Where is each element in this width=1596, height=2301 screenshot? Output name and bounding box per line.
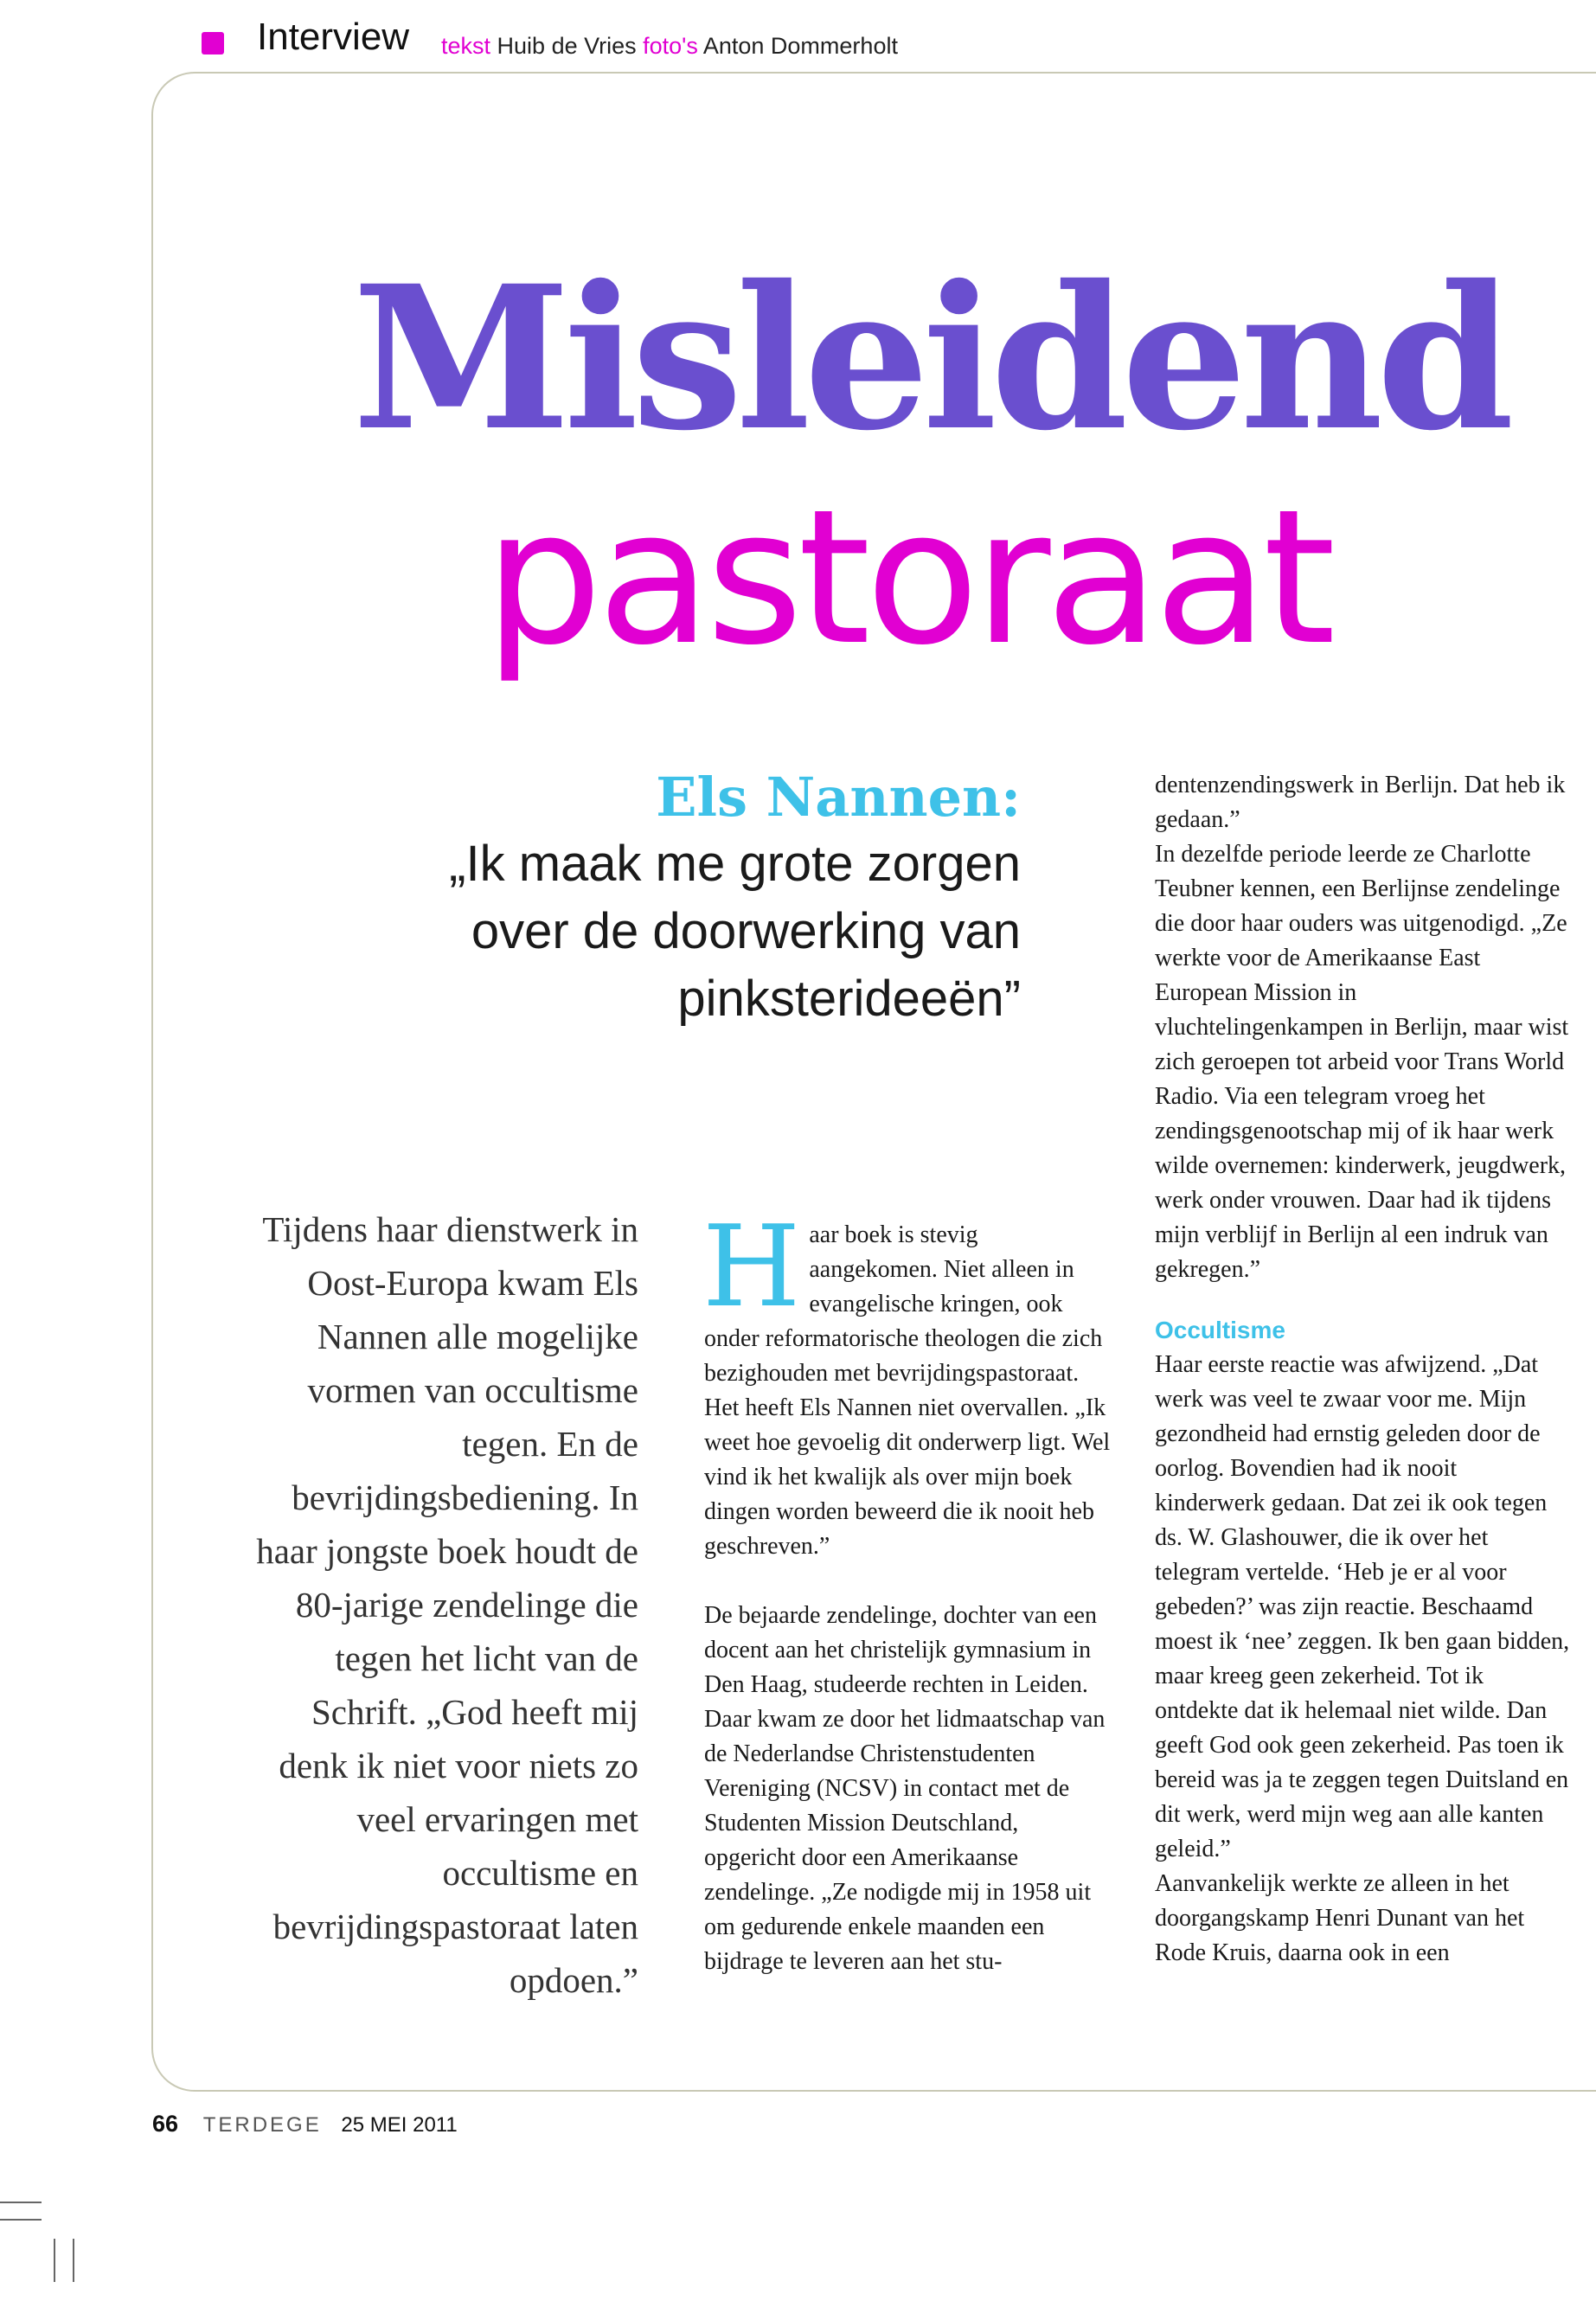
crop-mark [73,2239,74,2282]
crop-mark [54,2239,55,2282]
byline-text-label: tekst [441,33,491,59]
issue-date: 25 MEI 2011 [341,2113,458,2137]
intro-text: Tijdens haar dienstwerk in Oost-Europa kwam Els Nannen alle mogelijke vormen van occultisme tegen. En de bevrijdingsbediening. In haar jongste boek houdt de 80-jarige zendelinge die tegen het licht van de Schrift. „God heeft mij denk ik niet voor niets zo veel ervaringen met occultisme en bevrijdingspastoraat laten opdoen.” [256,1209,638,2000]
page-number: 66 [152,2111,179,2137]
page-footer [152,2111,458,2138]
paragraph: aar boek is stevig aangekomen. Niet alleen in evangelische kringen, ook onder reformatorische theologen die zich bezighouden met bevrijdingspastoraat. Het heeft Els Nannen niet overvallen. „Ik weet hoe gevoelig dit onderwerp ligt. Wel vind ik het kwalijk als over mijn boek dingen worden beweerd die ik nooit heb geschreven.” [704,1221,1111,1560]
byline [441,33,898,60]
section-marker [202,32,224,54]
byline-photo-label: foto's [643,33,698,59]
article-column-3 [1155,768,1570,1971]
paragraph: In dezelfde periode leerde ze Charlotte Teubner kennen, een Berlijnse zendelinge die door haar ouders was uitgenodigd. „Ze werkte voor de Amerikaanse East European Mission in vluchtelingenkampen in Berlijn, maar wist zich geroepen tot arbeid voor Trans World Radio. Via een telegram vroeg het zendingsgenootschap mij of ik haar werk wilde overnemen: kinderwerk, jeugdwerk, werk onder vrouwen. Daar had ik tijdens mijn verblijf in Berlijn al een indruk van gekregen.” [1155,841,1569,1283]
subhead-quote: „Ik maak me grote zorgen over de doorwerking van pinksterideeën” [449,836,1021,1027]
subhead-name: Els Nannen: [656,766,1021,829]
byline-photographer: Anton Dommerholt [702,33,898,59]
paragraph: Aanvankelijk werkte ze alleen in het doorgangskamp Henri Dunant van het Rode Kruis, daarna ook in een [1155,1870,1525,1966]
article-column-2 [702,1201,1111,1979]
paragraph: De bejaarde zendelinge, dochter van een docent aan het christelijk gymnasium in Den Haag, studeerde rechten in Leiden. Daar kwam ze door het lidmaatschap van de Nederlandse Christenstudenten Vereniging (NCSV) in contact met de Studenten Mission Deutschland, opgericht door een Amerikaanse zendelinge. „Ze nodigde mij in 1958 uit om gedurende enkele maanden een bijdrage te leveren aan het stu- [704,1602,1106,1975]
headline-main: Misleidend [352,242,1508,474]
crop-mark [0,2219,42,2221]
crop-mark [0,2202,42,2203]
magazine-name: TERDEGE [202,2113,322,2137]
headline-sub: pastoraat [484,469,1331,686]
byline-author: Huib de Vries [497,33,637,59]
paragraph: dentenzendingswerk in Berlijn. Dat heb ik gedaan.” [1155,772,1566,833]
paragraph: Haar eerste reactie was afwijzend. „Dat werk was veel te zwaar voor me. Mijn gezondheid had ernstig geleden door de oorlog. Bovendien had ik nooit kinderwerk gedaan. Dat zei ik ook tegen ds. W. Glashouwer, die ik over het telegram vertelde. ‘Heb je er al voor gebeden?’ was zijn reactie. Beschaamd moest ik ‘nee’ zeggen. Ik ben gaan bidden, maar kreeg geen zekerheid. Tot ik ontdekte dat ik helemaal niet wilde. Dan geeft God ook geen zekerheid. Pas toen ik bereid was ja te zeggen tegen Duitsland en dit werk, werd mijn weg aan alle kanten geleid.” [1155,1351,1570,1862]
section-heading: Occultisme [1155,1317,1285,1343]
drop-cap: H [702,1201,801,1332]
section-label: Interview [257,16,410,58]
